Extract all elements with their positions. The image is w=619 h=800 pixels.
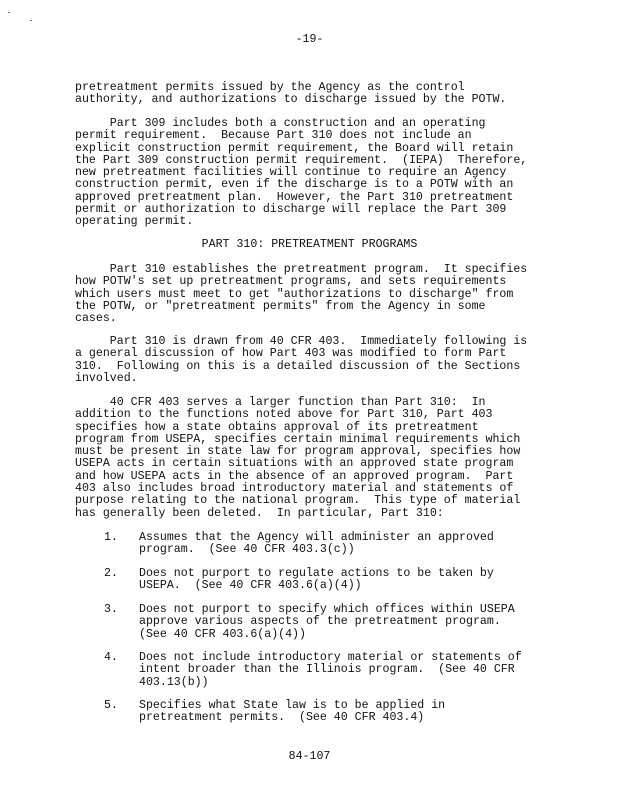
paragraph-part-310-source: Part 310 is drawn from 40 CFR 403. Immediately following is a general discussion of how Part 403 was modified to form Part 310. Following on this is a detailed discussion of the Sections involved. [75, 335, 528, 385]
list-item-number: 3. [104, 603, 118, 616]
page-number: -19- [295, 33, 324, 46]
list-item-text: Specifies what State law is to be applied in pretreatment permits. (See 40 CFR 403.4) [139, 699, 446, 725]
scan-speck [8, 12, 10, 13]
list-item-text: Does not include introductory material or statements of intent broader than the Illinois program. (See 40 CFR 403.13(b)) [139, 651, 522, 689]
paragraph-cfr-403: 40 CFR 403 serves a larger function than Part 310: In addition to the functions noted above for Part 310, Part 403 specifies how a state obtains approval of its pretreatment program from USEPA, specifies certain minimal requirements which must be present in state law for program approval, specifies how USEPA acts in certain situations with an approved state program and how USEPA acts in the absence of an approved program. Part 403 also includes broad introductory material and statements of purpose relating to the national program. This type of material has generally been deleted. In particular, Part 310: [75, 396, 521, 520]
scan-speck [30, 20, 32, 21]
paragraph-part-309: Part 309 includes both a construction and an operating permit requirement. Because Part 310 does not include an explicit construction permit requirement, the Board will retain the Part 309 construction permit requirement. (IEPA) Therefore, new pretreatment facilities will continue to require an Agency construction permit, even if the discharge is to a POTW with an approved pretreatment plan. However, the Part 310 pretreatment permit or authorization to discharge will replace the Part 309 operating permit. [75, 117, 528, 229]
list-item-number: 5. [104, 699, 118, 712]
list-item-number: 2. [104, 567, 118, 580]
paragraph-part-310-overview: Part 310 establishes the pretreatment program. It specifies how POTW's set up pretreatment programs, and sets requirements which users must meet to get "authorizations to discharge" from the POTW, or "pretreatment permits" from the Agency in some cases. [75, 263, 528, 326]
list-item-number: 4. [104, 651, 118, 664]
page-footer: 84-107 [288, 750, 331, 763]
list-item-number: 1. [104, 531, 118, 544]
list-item-text: Assumes that the Agency will administer an approved program. (See 40 CFR 403.3(c)) [139, 531, 494, 557]
paragraph-intro: pretreatment permits issued by the Agency as the control authority, and authorizations to discharge issued by the POTW. [75, 81, 507, 107]
list-item-text: Does not purport to specify which offices within USEPA approve various aspects of the pretreatment program. (See 40 CFR 403.6(a)(4)) [139, 603, 515, 641]
list-item-text: Does not purport to regulate actions to be taken by USEPA. (See 40 CFR 403.6(a)(4)) [139, 567, 494, 593]
section-heading: PART 310: PRETREATMENT PROGRAMS [201, 238, 418, 251]
